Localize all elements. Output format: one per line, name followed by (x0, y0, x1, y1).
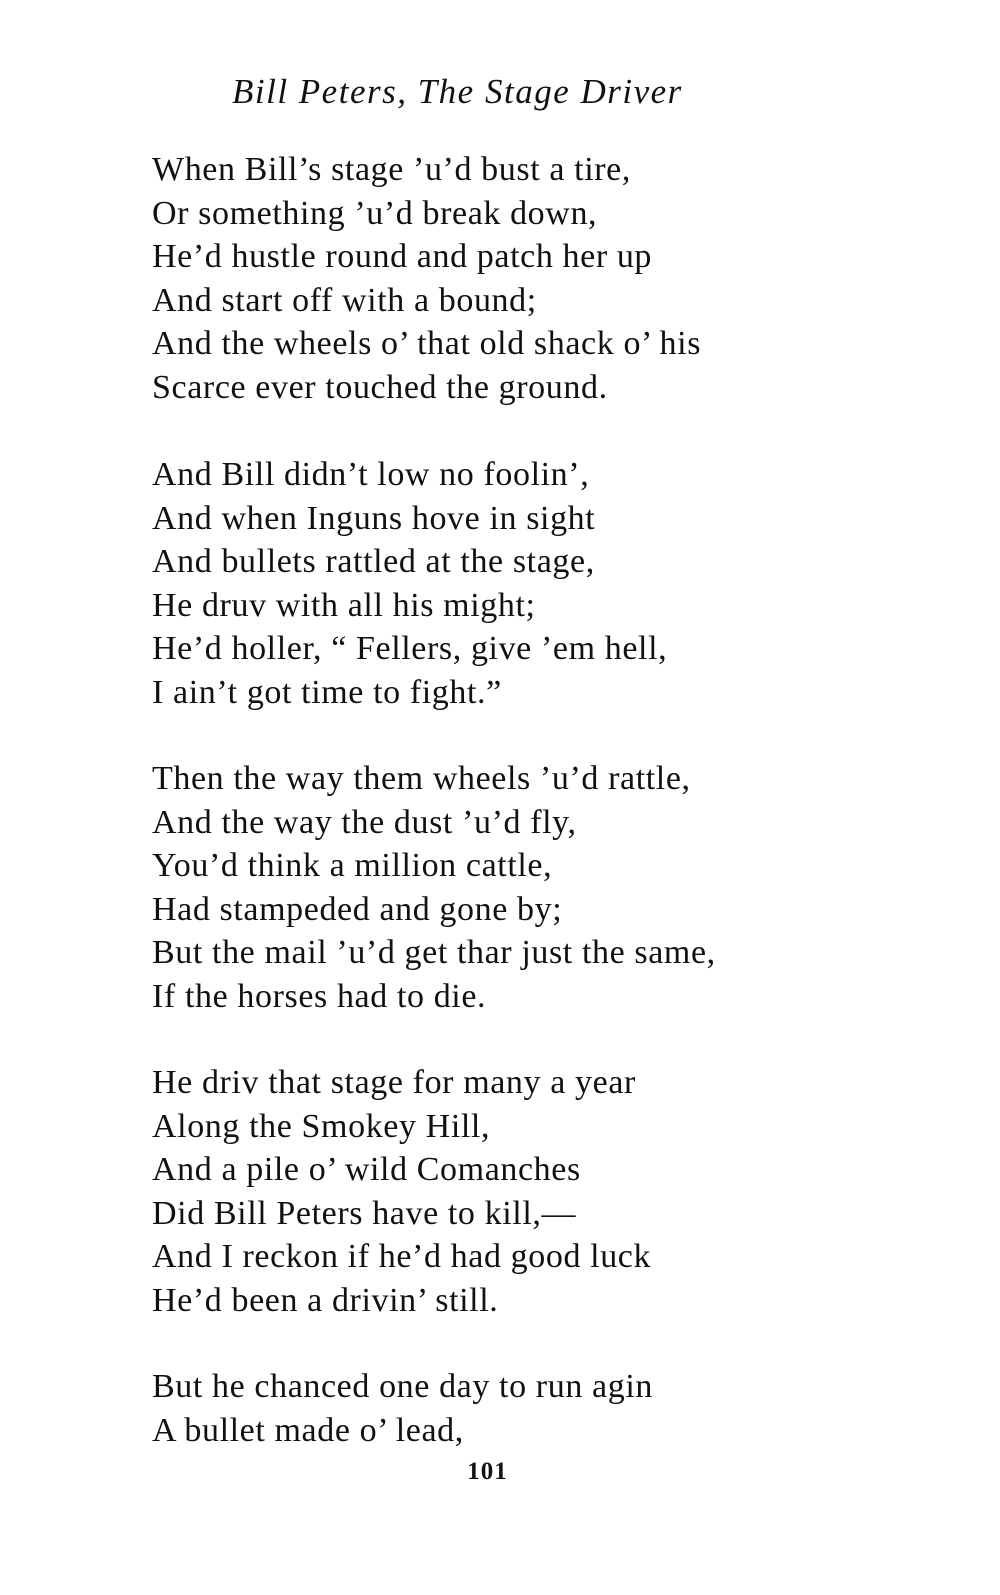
poem-line: And a pile o’ wild Comanches (152, 1151, 581, 1188)
poem-line: Had stampeded and gone by; (152, 890, 563, 928)
stanza (152, 757, 716, 1018)
page-number: 101 (467, 1458, 508, 1485)
poem-line: Along the Smokey Hill, (152, 1107, 491, 1145)
poem-line: When Bill’s stage ’u’d bust a tire, (152, 151, 631, 188)
stanza (152, 453, 667, 714)
poem-line: He’d been a drivin’ still. (152, 1281, 499, 1319)
poem-line: A bullet made o’ lead, (152, 1411, 464, 1449)
poem-line: And the wheels o’ that old shack o’ his (152, 325, 702, 362)
poem-line: And bullets rattled at the stage, (152, 543, 595, 580)
poem-line: And when Inguns hove in sight (152, 499, 596, 537)
poem-line: And Bill didn’t low no foolin’, (152, 456, 590, 493)
poem-line: Scarce ever touched the ground. (152, 368, 608, 406)
poem-line: He’d hustle round and patch her up (152, 238, 653, 275)
poem-line: He’d holler, “ Fellers, give ’em hell, (152, 630, 668, 667)
poem-line: You’d think a million cattle, (152, 847, 553, 884)
poem-line: He driv that stage for many a year (152, 1064, 636, 1101)
stanza (152, 1061, 651, 1322)
poem-line: But the mail ’u’d get thar just the same, (152, 934, 716, 971)
stanza (152, 1365, 653, 1452)
poem-line: But he chanced one day to run agin (152, 1368, 653, 1405)
poem-line: I ain’t got time to fight.” (152, 673, 502, 711)
poem-line: If the horses had to die. (152, 977, 487, 1015)
poem-line: And the way the dust ’u’d fly, (152, 803, 577, 841)
poem-line: Did Bill Peters have to kill,— (152, 1194, 577, 1232)
poem-line: Then the way them wheels ’u’d rattle, (152, 760, 691, 797)
poem-line: And start off with a bound; (152, 281, 537, 319)
stanza (152, 148, 701, 409)
poem-line: Or something ’u’d break down, (152, 194, 598, 232)
poem-line: He druv with all his might; (152, 586, 536, 624)
poem-line: And I reckon if he’d had good luck (152, 1238, 652, 1275)
running-title: Bill Peters, The Stage Driver (232, 72, 683, 111)
